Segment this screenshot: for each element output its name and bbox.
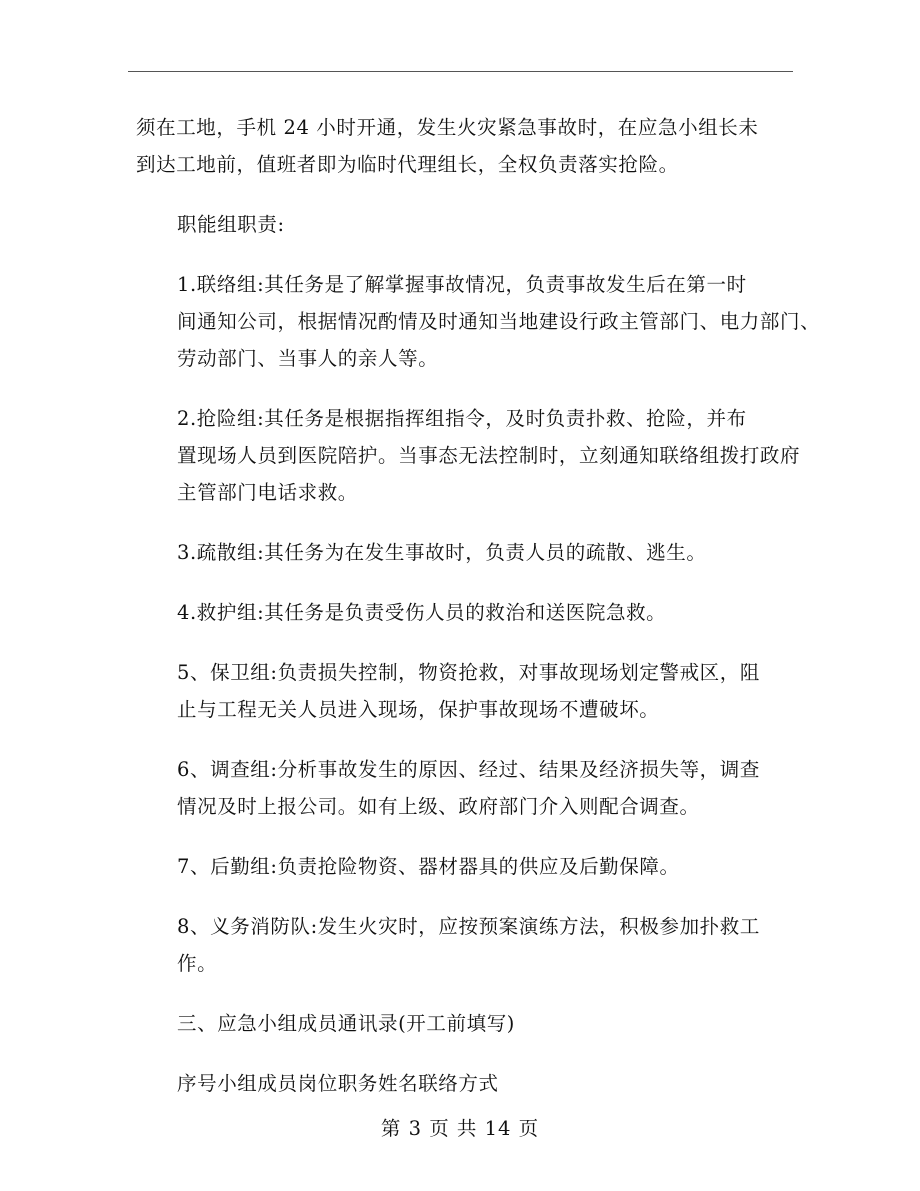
paragraph — [136, 534, 796, 571]
text-line: 6、调查组:分析事故发生的原因、经过、结果及经济损失等，调查 — [177, 758, 760, 781]
text-line: 置现场人员到医院陪护。当事态无法控制时，立刻通知联络组拨打政府 — [177, 444, 801, 467]
text-line: 止与工程无关人员进入现场，保护事故现场不遭破坏。 — [177, 698, 660, 721]
text-line: 职能组职责: — [177, 213, 285, 236]
text-line: 主管部门电话求救。 — [177, 481, 358, 504]
paragraph — [136, 266, 821, 377]
paragraph — [136, 1005, 796, 1042]
page-number-footer: 第 3 页 共 14 页 — [380, 1117, 540, 1140]
paragraph — [136, 654, 796, 728]
text-line: 劳动部门、当事人的亲人等。 — [177, 347, 439, 370]
text-line: 8、义务消防队:发生火灾时，应按预案演练方法，积极参加扑救工 — [177, 915, 760, 938]
text-line: 三、应急小组成员通讯录(开工前填写) — [177, 1012, 516, 1035]
text-line: 情况及时上报公司。如有上级、政府部门介入则配合调查。 — [177, 795, 700, 818]
text-line: 作。 — [177, 952, 218, 975]
paragraph — [136, 908, 796, 982]
paragraph — [136, 1065, 796, 1102]
text-line: 5、保卫组:负责损失控制，物资抢救，对事故现场划定警戒区，阻 — [177, 661, 760, 684]
text-line: 4.救护组:其任务是负责受伤人员的救治和送医院急救。 — [177, 601, 667, 624]
paragraph — [136, 751, 796, 825]
header-rule — [128, 71, 793, 72]
paragraph — [136, 400, 801, 511]
document-body — [136, 109, 821, 1125]
text-line: 序号小组成员岗位职务姓名联络方式 — [177, 1072, 499, 1095]
paragraph — [136, 109, 796, 183]
text-line: 1.联络组:其任务是了解掌握事故情况，负责事故发生后在第一时 — [177, 273, 747, 296]
text-line: 到达工地前，值班者即为临时代理组长，全权负责落实抢险。 — [136, 153, 679, 176]
text-line: 3.疏散组:其任务为在发生事故时，负责人员的疏散、逃生。 — [177, 541, 707, 564]
paragraph — [136, 206, 796, 243]
paragraph — [136, 848, 796, 885]
text-line: 间通知公司，根据情况酌情及时通知当地建设行政主管部门、电力部门、 — [177, 310, 821, 333]
text-line: 2.抢险组:其任务是根据指挥组指令，及时负责扑救、抢险，并布 — [177, 407, 747, 430]
text-line: 7、后勤组:负责抢险物资、器材器具的供应及后勤保障。 — [177, 855, 680, 878]
text-line: 须在工地，手机 24 小时开通，发生火灾紧急事故时，在应急小组长未 — [136, 116, 759, 139]
paragraph — [136, 594, 796, 631]
